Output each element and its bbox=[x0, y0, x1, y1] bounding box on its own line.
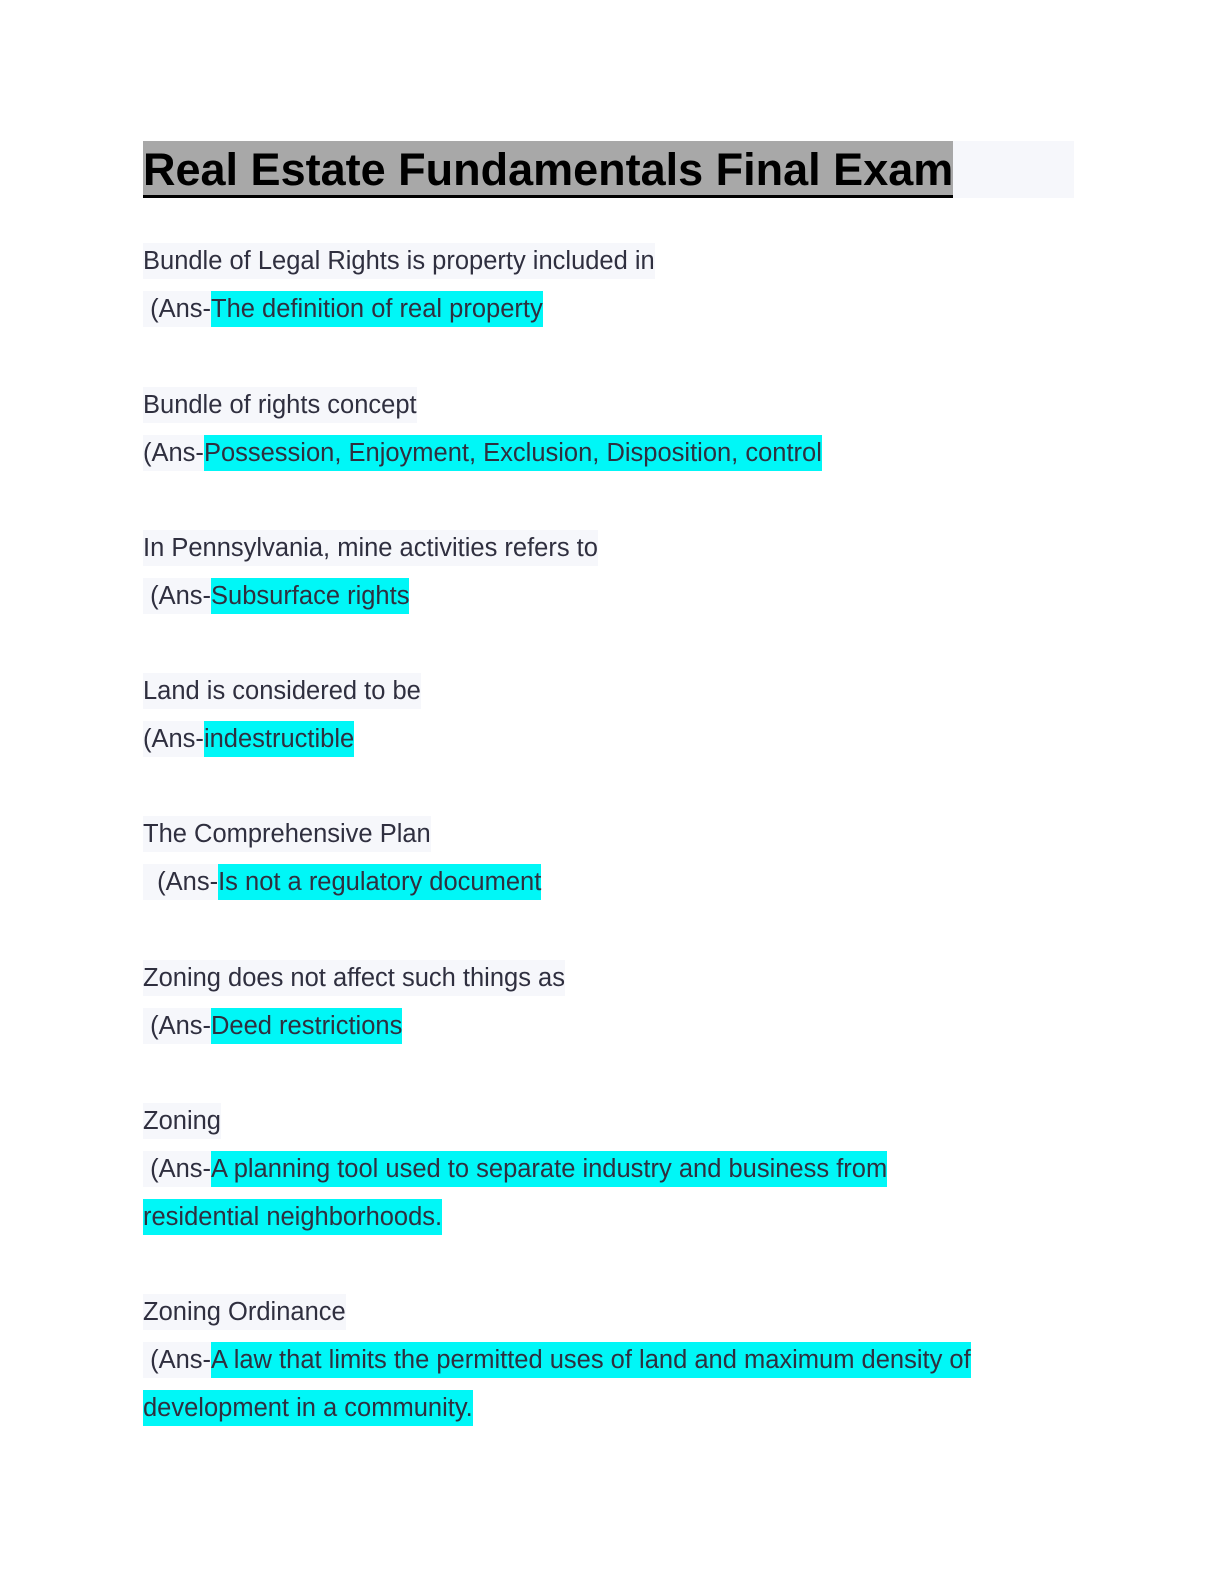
answer-highlight: Is not a regulatory document bbox=[218, 864, 541, 900]
document-page bbox=[143, 141, 1074, 198]
qa-item bbox=[143, 530, 1074, 614]
answer-prefix: (Ans- bbox=[143, 864, 218, 900]
qa-item bbox=[143, 1103, 1074, 1235]
question-text: In Pennsylvania, mine activities refers to bbox=[143, 530, 598, 566]
answer-prefix: (Ans- bbox=[143, 578, 211, 614]
qa-item bbox=[143, 1294, 1074, 1426]
answer-prefix: (Ans- bbox=[143, 435, 204, 471]
answer-highlight: The definition of real property bbox=[211, 291, 543, 327]
answer-prefix: (Ans- bbox=[143, 1151, 211, 1187]
title-block bbox=[143, 141, 1074, 198]
question-text: Zoning Ordinance bbox=[143, 1294, 346, 1330]
answer-prefix: (Ans- bbox=[143, 1342, 211, 1378]
qa-item bbox=[143, 816, 1074, 900]
question-text: Bundle of rights concept bbox=[143, 387, 417, 423]
answer-highlight: A law that limits the permitted uses of land and maximum density of bbox=[211, 1342, 971, 1378]
question-text: Zoning does not affect such things as bbox=[143, 960, 565, 996]
qa-item bbox=[143, 673, 1074, 757]
qa-item bbox=[143, 243, 1074, 327]
answer-highlight: indestructible bbox=[204, 721, 354, 757]
question-text: The Comprehensive Plan bbox=[143, 816, 431, 852]
answer-highlight-continued: residential neighborhoods. bbox=[143, 1199, 442, 1235]
question-text: Bundle of Legal Rights is property included in bbox=[143, 243, 655, 279]
answer-prefix: (Ans- bbox=[143, 1008, 211, 1044]
answer-prefix: (Ans- bbox=[143, 291, 211, 327]
qa-item bbox=[143, 387, 1074, 471]
answer-prefix: (Ans- bbox=[143, 721, 204, 757]
question-text: Zoning bbox=[143, 1103, 221, 1139]
qa-item bbox=[143, 960, 1074, 1044]
answer-highlight-continued: development in a community. bbox=[143, 1390, 473, 1426]
answer-highlight: Subsurface rights bbox=[211, 578, 409, 614]
answer-highlight: Deed restrictions bbox=[211, 1008, 402, 1044]
question-text: Land is considered to be bbox=[143, 673, 421, 709]
answer-highlight: Possession, Enjoyment, Exclusion, Disposition, control bbox=[204, 435, 822, 471]
answer-highlight: A planning tool used to separate industry and business from bbox=[211, 1151, 887, 1187]
document-title: Real Estate Fundamentals Final Exam bbox=[143, 141, 953, 198]
